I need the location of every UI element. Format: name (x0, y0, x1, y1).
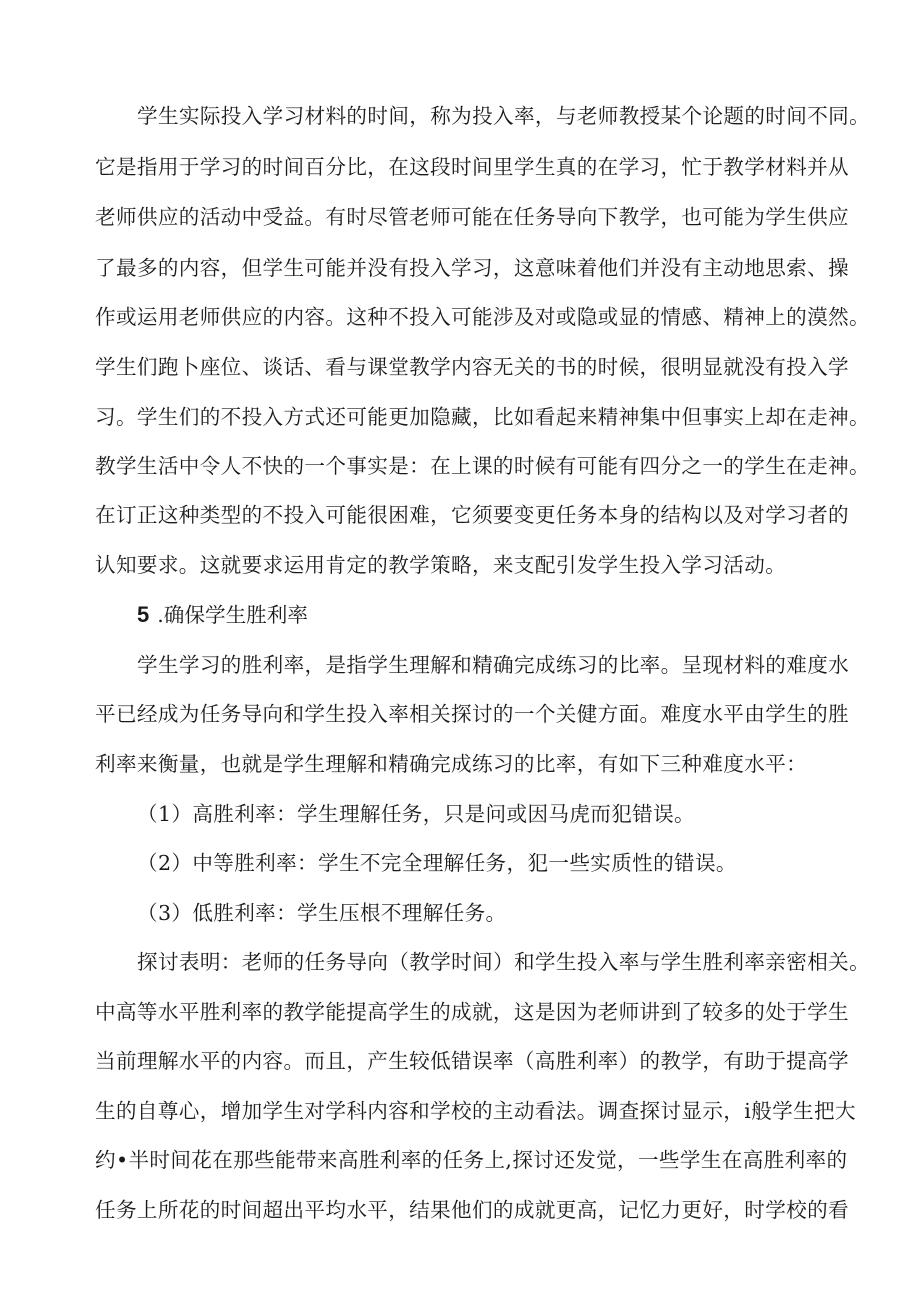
paragraph-1-line-4: 了最多的内容，但学生可能并没有投入学习，这意味着他们并没有主动地思索、操 (95, 256, 849, 280)
paragraph-3-line-6: 任务上所花的时间超出平均水平，结果他们的成就更高，记忆力更好，时学校的看 (95, 1198, 849, 1222)
level-item-medium: （2）中等胜利率：学生不完全理解任务，犯一些实质性的错误。 (137, 851, 737, 875)
paragraph-1-line-6: 学生们跑卜座位、谈话、看与课堂教学内容无关的书的时候，很明显就没有投入学 (95, 355, 849, 379)
paragraph-1-line-5: 作或运用老师供应的内容。这种不投入可能涉及对或隐或显的情感、精神上的漠然。 (95, 305, 870, 329)
section-title: .确保学生胜利率 (157, 603, 308, 627)
paragraph-1-line-8: 教学生活中令人不快的一个事实是：在上课的时候有可能有四分之一的学生在走神。 (95, 454, 870, 478)
paragraph-3-line-1: 探讨表明：老师的任务导向（教学时间）和学生投入率与学生胜利率亲密相关。 (137, 950, 871, 974)
paragraph-1-line-3: 老师供应的活动中受益。有时尽管老师可能在任务导向下教学，也可能为学生供应 (95, 205, 849, 229)
paragraph-1-line-10: 认知要求。这就要求运用肯定的教学策略，来支配引发学生投入学习活动。 (95, 553, 787, 577)
paragraph-2-line-3: 利率来衡量，也就是学生理解和精确完成练习的比率，有如下三种难度水平： (95, 752, 808, 776)
level-item-low: （3）低胜利率：学生压根不理解任务。 (137, 901, 507, 925)
paragraph-1-line-1: 学生实际投入学习材料的时间，称为投入率，与老师教授某个论题的时间不同。 (137, 104, 871, 128)
paragraph-2-line-2: 平已经成为任务导向和学生投入率相关探讨的一个关健方面。难度水平由学生的胜 (95, 702, 849, 726)
section-heading (137, 601, 308, 629)
paragraph-3-line-4: 生的自尊心，增加学生对学科内容和学校的主动看法。调查探讨显示，i般学生把大 (95, 1099, 856, 1123)
paragraph-2-line-1: 学生学习的胜利率，是指学生理解和精确完成练习的比率。呈现材料的难度水 (137, 653, 850, 677)
paragraph-1-line-2: 它是指用于学习的时间百分比，在这段时间里学生真的在学习，忙于教学材料并从 (95, 155, 849, 179)
paragraph-3-line-2: 中高等水平胜利率的教学能提高学生的成就，这是因为老师讲到了较多的处于学生 (95, 1000, 849, 1024)
section-number: 5 (137, 602, 150, 627)
paragraph-3-line-5: 约•半时间花在那些能带来高胜利率的任务上,探讨还发觉，一些学生在高胜利率的 (95, 1148, 848, 1172)
paragraph-1-line-9: 在订正这种类型的不投入可能很困难，它须要变更任务本身的结构以及对学习者的 (95, 503, 849, 527)
paragraph-1-line-7: 习。学生们的不投入方式还可能更加隐藏，比如看起来精神集中但事实上却在走神。 (95, 405, 870, 429)
paragraph-3-line-3: 当前理解水平的内容。而且，产生较低错误率（高胜利率）的教学，有助于提高学 (95, 1049, 849, 1073)
level-item-high: （1）高胜利率：学生理解任务，只是问或因马虎而犯错误。 (137, 802, 695, 826)
